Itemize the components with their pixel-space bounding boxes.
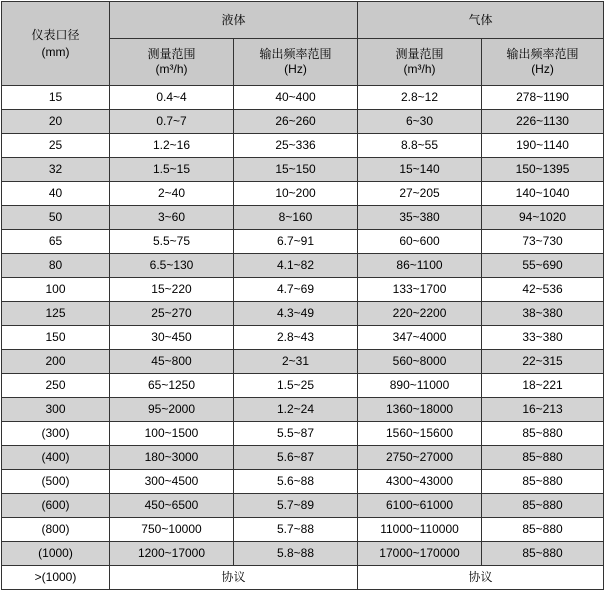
cell-gas-frequency: 16~213 bbox=[482, 398, 604, 422]
header-caliber-unit: (mm) bbox=[41, 44, 70, 59]
cell-caliber: 40 bbox=[2, 182, 110, 206]
cell-caliber: 15 bbox=[2, 86, 110, 110]
cell-caliber: 150 bbox=[2, 326, 110, 350]
cell-gas-range: 8.8~55 bbox=[358, 134, 482, 158]
header-group-gas: 气体 bbox=[358, 2, 604, 39]
cell-liquid-range: 65~1250 bbox=[110, 374, 234, 398]
cell-liquid-frequency: 2~31 bbox=[234, 350, 358, 374]
cell-gas-frequency: 85~880 bbox=[482, 422, 604, 446]
header-liquid-range-unit: (m³/h) bbox=[155, 62, 188, 76]
cell-caliber: 65 bbox=[2, 230, 110, 254]
cell-liquid-frequency: 5.6~87 bbox=[234, 446, 358, 470]
cell-liquid-frequency: 15~150 bbox=[234, 158, 358, 182]
cell-gas-frequency: 190~1140 bbox=[482, 134, 604, 158]
cell-caliber: 200 bbox=[2, 350, 110, 374]
cell-liquid-range: 450~6500 bbox=[110, 494, 234, 518]
cell-liquid-frequency: 5.8~88 bbox=[234, 542, 358, 566]
header-gas-range-label: 测量范围 bbox=[395, 47, 444, 61]
cell-gas-agreement: 协议 bbox=[358, 566, 604, 590]
cell-caliber: (400) bbox=[2, 446, 110, 470]
cell-gas-range: 1560~15600 bbox=[358, 422, 482, 446]
cell-gas-range: 560~8000 bbox=[358, 350, 482, 374]
cell-caliber: 20 bbox=[2, 110, 110, 134]
cell-gas-range: 1360~18000 bbox=[358, 398, 482, 422]
table-header bbox=[2, 2, 604, 86]
table-row bbox=[2, 470, 604, 494]
cell-liquid-range: 100~1500 bbox=[110, 422, 234, 446]
cell-caliber: (800) bbox=[2, 518, 110, 542]
cell-gas-range: 890~11000 bbox=[358, 374, 482, 398]
cell-liquid-frequency: 40~400 bbox=[234, 86, 358, 110]
table-row bbox=[2, 230, 604, 254]
table-row bbox=[2, 206, 604, 230]
cell-gas-frequency: 55~690 bbox=[482, 254, 604, 278]
cell-liquid-agreement: 协议 bbox=[110, 566, 358, 590]
table-row bbox=[2, 278, 604, 302]
cell-gas-range: 17000~170000 bbox=[358, 542, 482, 566]
header-gas-frequency-unit: (Hz) bbox=[531, 62, 554, 76]
header-liquid-range-label: 测量范围 bbox=[147, 47, 196, 61]
cell-gas-frequency: 140~1040 bbox=[482, 182, 604, 206]
cell-liquid-range: 5.5~75 bbox=[110, 230, 234, 254]
cell-gas-frequency: 94~1020 bbox=[482, 206, 604, 230]
cell-gas-range: 86~1100 bbox=[358, 254, 482, 278]
cell-liquid-range: 95~2000 bbox=[110, 398, 234, 422]
specification-table bbox=[1, 1, 604, 590]
table-row bbox=[2, 422, 604, 446]
cell-liquid-range: 1.2~16 bbox=[110, 134, 234, 158]
cell-gas-range: 15~140 bbox=[358, 158, 482, 182]
cell-liquid-frequency: 2.8~43 bbox=[234, 326, 358, 350]
cell-liquid-frequency: 1.2~24 bbox=[234, 398, 358, 422]
cell-gas-frequency: 85~880 bbox=[482, 518, 604, 542]
table-row bbox=[2, 302, 604, 326]
table-row bbox=[2, 326, 604, 350]
cell-liquid-range: 3~60 bbox=[110, 206, 234, 230]
cell-liquid-frequency: 5.5~87 bbox=[234, 422, 358, 446]
cell-gas-range: 4300~43000 bbox=[358, 470, 482, 494]
cell-gas-range: 133~1700 bbox=[358, 278, 482, 302]
cell-liquid-range: 750~10000 bbox=[110, 518, 234, 542]
cell-caliber: 300 bbox=[2, 398, 110, 422]
header-gas-frequency-label: 输出频率范围 bbox=[506, 47, 579, 61]
header-gas-range bbox=[358, 39, 482, 86]
cell-gas-frequency: 150~1395 bbox=[482, 158, 604, 182]
cell-liquid-frequency: 5.6~88 bbox=[234, 470, 358, 494]
cell-gas-range: 11000~110000 bbox=[358, 518, 482, 542]
cell-gas-frequency: 38~380 bbox=[482, 302, 604, 326]
cell-liquid-frequency: 6.7~91 bbox=[234, 230, 358, 254]
cell-caliber: 250 bbox=[2, 374, 110, 398]
table-row bbox=[2, 446, 604, 470]
header-liquid-range bbox=[110, 39, 234, 86]
header-group-liquid: 液体 bbox=[110, 2, 358, 39]
cell-liquid-frequency: 1.5~25 bbox=[234, 374, 358, 398]
cell-gas-range: 6~30 bbox=[358, 110, 482, 134]
table-row bbox=[2, 350, 604, 374]
cell-liquid-range: 2~40 bbox=[110, 182, 234, 206]
cell-liquid-range: 180~3000 bbox=[110, 446, 234, 470]
cell-gas-range: 2750~27000 bbox=[358, 446, 482, 470]
cell-gas-frequency: 85~880 bbox=[482, 470, 604, 494]
cell-liquid-frequency: 10~200 bbox=[234, 182, 358, 206]
cell-liquid-range: 30~450 bbox=[110, 326, 234, 350]
cell-caliber: (1000) bbox=[2, 542, 110, 566]
cell-caliber: 32 bbox=[2, 158, 110, 182]
header-liquid-frequency-unit: (Hz) bbox=[284, 62, 307, 76]
header-caliber bbox=[2, 2, 110, 86]
cell-gas-frequency: 85~880 bbox=[482, 494, 604, 518]
table-row bbox=[2, 134, 604, 158]
cell-gas-range: 27~205 bbox=[358, 182, 482, 206]
cell-liquid-range: 0.7~7 bbox=[110, 110, 234, 134]
cell-gas-frequency: 226~1130 bbox=[482, 110, 604, 134]
cell-liquid-frequency: 4.7~69 bbox=[234, 278, 358, 302]
cell-gas-frequency: 85~880 bbox=[482, 542, 604, 566]
cell-liquid-frequency: 4.3~49 bbox=[234, 302, 358, 326]
cell-liquid-range: 6.5~130 bbox=[110, 254, 234, 278]
cell-gas-frequency: 278~1190 bbox=[482, 86, 604, 110]
cell-caliber: 100 bbox=[2, 278, 110, 302]
table-row bbox=[2, 158, 604, 182]
cell-liquid-range: 15~220 bbox=[110, 278, 234, 302]
cell-gas-range: 220~2200 bbox=[358, 302, 482, 326]
header-caliber-label: 仪表口径 bbox=[31, 27, 80, 42]
table-row bbox=[2, 182, 604, 206]
header-gas-range-unit: (m³/h) bbox=[403, 62, 436, 76]
cell-liquid-range: 1.5~15 bbox=[110, 158, 234, 182]
table-row-agreement bbox=[2, 566, 604, 590]
cell-liquid-frequency: 5.7~88 bbox=[234, 518, 358, 542]
table-row bbox=[2, 110, 604, 134]
table-row bbox=[2, 86, 604, 110]
cell-caliber: 50 bbox=[2, 206, 110, 230]
cell-gas-frequency: 22~315 bbox=[482, 350, 604, 374]
table-row bbox=[2, 398, 604, 422]
cell-liquid-range: 45~800 bbox=[110, 350, 234, 374]
table-row bbox=[2, 494, 604, 518]
cell-liquid-range: 300~4500 bbox=[110, 470, 234, 494]
cell-caliber: 25 bbox=[2, 134, 110, 158]
cell-liquid-range: 1200~17000 bbox=[110, 542, 234, 566]
header-liquid-frequency-label: 输出频率范围 bbox=[259, 47, 332, 61]
cell-liquid-frequency: 8~160 bbox=[234, 206, 358, 230]
cell-gas-frequency: 85~880 bbox=[482, 446, 604, 470]
cell-gas-range: 2.8~12 bbox=[358, 86, 482, 110]
table-row bbox=[2, 518, 604, 542]
cell-caliber: (600) bbox=[2, 494, 110, 518]
cell-caliber: >(1000) bbox=[2, 566, 110, 590]
cell-liquid-frequency: 26~260 bbox=[234, 110, 358, 134]
cell-caliber: 125 bbox=[2, 302, 110, 326]
cell-gas-frequency: 33~380 bbox=[482, 326, 604, 350]
cell-liquid-frequency: 5.7~89 bbox=[234, 494, 358, 518]
cell-gas-frequency: 18~221 bbox=[482, 374, 604, 398]
cell-caliber: (500) bbox=[2, 470, 110, 494]
cell-caliber: (300) bbox=[2, 422, 110, 446]
header-row-groups bbox=[2, 2, 604, 39]
table-row bbox=[2, 254, 604, 278]
cell-liquid-frequency: 4.1~82 bbox=[234, 254, 358, 278]
table-body bbox=[2, 86, 604, 590]
header-gas-frequency bbox=[482, 39, 604, 86]
cell-gas-range: 60~600 bbox=[358, 230, 482, 254]
cell-gas-frequency: 42~536 bbox=[482, 278, 604, 302]
cell-gas-range: 6100~61000 bbox=[358, 494, 482, 518]
table-row bbox=[2, 542, 604, 566]
header-liquid-frequency bbox=[234, 39, 358, 86]
cell-liquid-frequency: 25~336 bbox=[234, 134, 358, 158]
table-row bbox=[2, 374, 604, 398]
cell-liquid-range: 0.4~4 bbox=[110, 86, 234, 110]
cell-gas-range: 347~4000 bbox=[358, 326, 482, 350]
cell-caliber: 80 bbox=[2, 254, 110, 278]
cell-gas-frequency: 73~730 bbox=[482, 230, 604, 254]
cell-gas-range: 35~380 bbox=[358, 206, 482, 230]
cell-liquid-range: 25~270 bbox=[110, 302, 234, 326]
